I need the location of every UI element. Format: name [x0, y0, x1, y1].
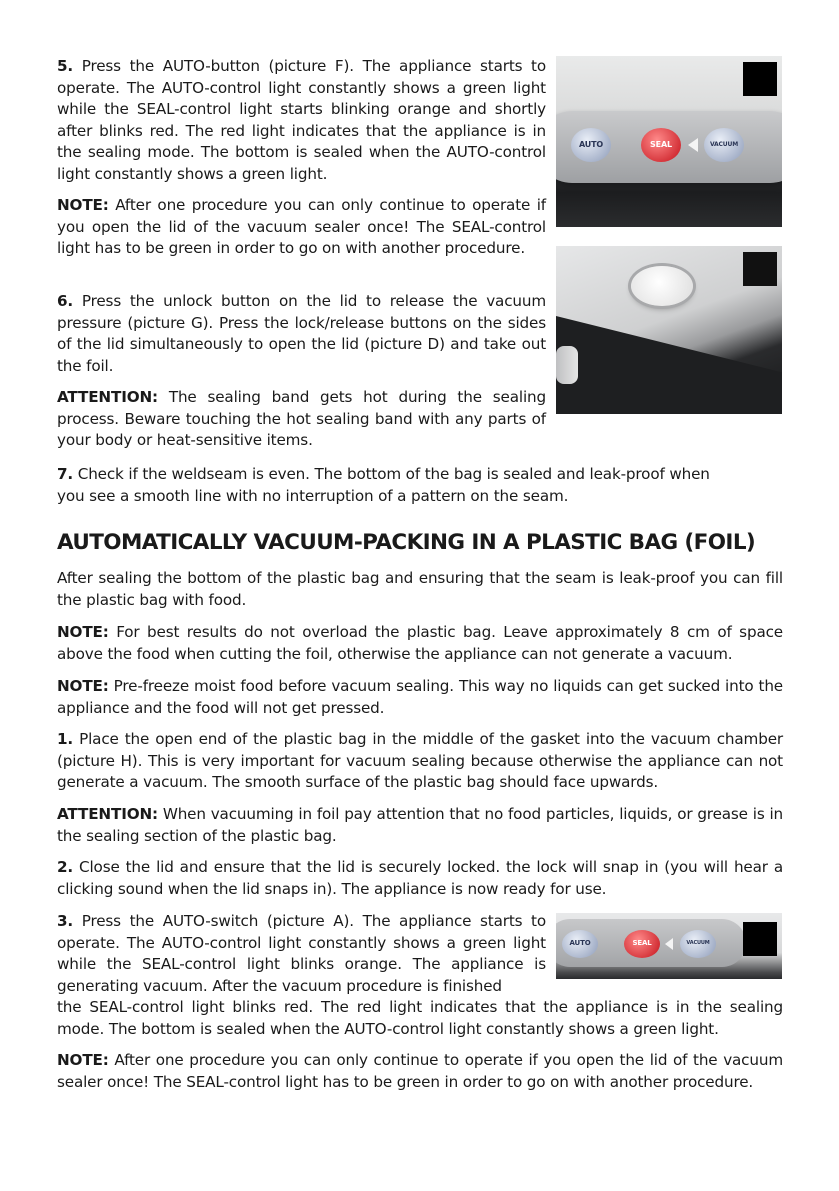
step-1-paragraph [57, 729, 783, 794]
attention-paragraph [57, 387, 546, 452]
lid-edge [556, 306, 782, 414]
note-text: After one procedure you can only continue to operate if you open the lid of the vacuum sealer once! The SEAL-control light has to be green in order to go on with another procedure. [57, 1051, 783, 1091]
step-text: Close the lid and ensure that the lid is securely locked. the lock will snap in (you will hear a clicking sound when the lid snaps in). The appliance is now ready for use. [57, 858, 783, 898]
step-3-paragraph [57, 911, 546, 997]
step-number: 3. [57, 912, 74, 930]
unlock-button [631, 266, 693, 306]
attention-label: ATTENTION: [57, 388, 158, 406]
step-7-paragraph [57, 464, 717, 507]
control-panel-photo [556, 56, 782, 227]
step-3-continuation [57, 997, 783, 1040]
note-label: NOTE: [57, 1051, 109, 1069]
step-number: 7. [57, 465, 74, 483]
note-label: NOTE: [57, 623, 109, 641]
attention-text: When vacuuming in foil pay attention that no food particles, liquids, or grease is in the sealing section of the plastic bag. [57, 805, 784, 845]
step-text: Press the AUTO-button (picture F). The appliance starts to operate. The AUTO-control light constantly shows a green light while the SEAL-control light starts blinking orange and shortly after blinks red. The red light indicates that the appliance is in the sealing mode. The bottom is sealed when the AUTO-control light constantly shows a green light. [57, 57, 546, 183]
picture-label-badge [743, 922, 777, 956]
step-text: Place the open end of the plastic bag in the middle of the gasket into the vacuum chamber (picture H). This is very important for vacuum sealing because otherwise the appliance can not generate a vacuum. The smooth surface of the plastic bag should face upwards. [57, 730, 783, 791]
step-text: Press the AUTO-switch (picture A). The appliance starts to operate. The AUTO-control light constantly shows a green light while the SEAL-control light blinks orange. The appliance is generating vacuum. After the vacuum procedure is finished [57, 912, 546, 995]
lid-unlock-photo [556, 246, 782, 414]
step-number: 6. [57, 292, 74, 310]
auto-button: AUTO [562, 930, 598, 958]
step-number: 1. [57, 730, 74, 748]
seal-button: SEAL [641, 128, 681, 162]
picture-label-badge [743, 252, 777, 286]
control-panel-small-photo [556, 913, 782, 979]
step-text: Check if the weldseam is even. The bottom of the bag is sealed and leak-proof when you see a smooth line with no interruption of a pattern on the seam. [57, 465, 710, 505]
note-paragraph [57, 1050, 783, 1093]
step-5-paragraph [57, 56, 546, 185]
step-text: Press the unlock button on the lid to release the vacuum pressure (picture G). Press the lock/release buttons on the sides of the lid simultaneously to open the lid (picture D) and take out the foil. [57, 292, 546, 375]
step-2-paragraph [57, 857, 783, 900]
note-text: For best results do not overload the plastic bag. Leave approximately 8 cm of space above the food when cutting the foil, otherwise the appliance can not generate a vacuum. [57, 623, 783, 663]
seal-button: SEAL [624, 930, 660, 958]
note-paragraph [57, 195, 546, 260]
intro-paragraph: After sealing the bottom of the plastic bag and ensuring that the seam is leak-proof you can fill the plastic bag with food. [57, 569, 783, 609]
attention-label: ATTENTION: [57, 805, 158, 823]
vacuum-button: VACUUM [680, 930, 716, 958]
arrow-left-icon [688, 138, 698, 152]
side-release-button [556, 346, 578, 384]
attention-text: The sealing band gets hot during the sealing process. Beware touching the hot sealing band with any parts of your body or heat-sensitive items. [57, 388, 546, 449]
arrow-left-icon [665, 938, 673, 950]
step-6-paragraph [57, 291, 546, 377]
note-paragraph [57, 622, 783, 665]
note-text: After one procedure you can only continue to operate if you open the lid of the vacuum sealer once! The SEAL-control light has to be green in order to go on with another procedure. [57, 196, 546, 257]
vacuum-button: VACUUM [704, 128, 744, 162]
note-label: NOTE: [57, 196, 109, 214]
picture-label-badge [743, 62, 777, 96]
step-number: 2. [57, 858, 74, 876]
auto-button: AUTO [571, 128, 611, 162]
section-heading: AUTOMATICALLY VACUUM-PACKING IN A PLASTIC BAG (FOIL) [57, 530, 756, 555]
step-number: 5. [57, 57, 74, 75]
note-label: NOTE: [57, 677, 109, 695]
note-text: Pre-freeze moist food before vacuum sealing. This way no liquids can get sucked into the appliance and the food will not get pressed. [57, 677, 783, 717]
attention-paragraph [57, 804, 783, 847]
step-text: the SEAL-control light blinks red. The red light indicates that the appliance is in the sealing mode. The bottom is sealed when the AUTO-control light constantly shows a green light. [57, 998, 783, 1038]
note-paragraph [57, 676, 783, 719]
